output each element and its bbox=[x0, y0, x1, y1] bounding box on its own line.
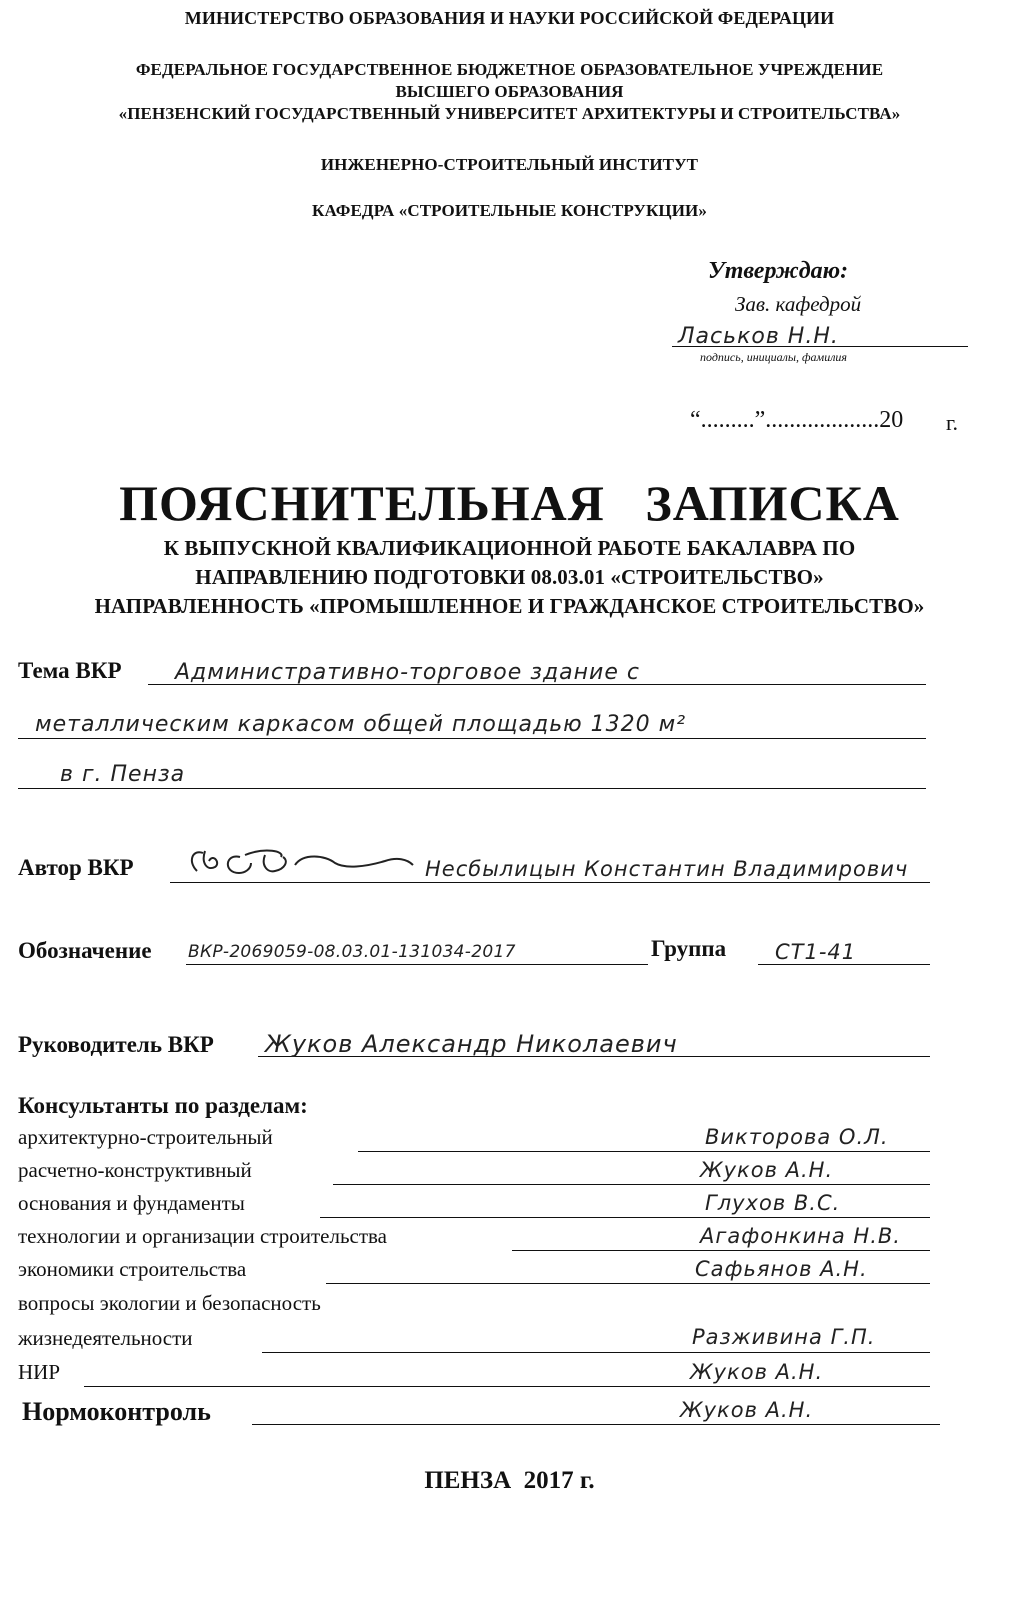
designation-label: Обозначение bbox=[18, 938, 152, 963]
topic-text-2: металлическим каркасом общей площадью 1320 м² bbox=[35, 712, 687, 737]
consultant-line bbox=[320, 1217, 930, 1218]
consultant-line bbox=[326, 1283, 930, 1284]
consultant-name: Жуков А.Н. bbox=[700, 1158, 834, 1182]
approval-title: Утверждаю: bbox=[708, 258, 849, 284]
norm-control-line bbox=[252, 1424, 940, 1425]
institution-line-3: «ПЕНЗЕНСКИЙ ГОСУДАРСТВЕННЫЙ УНИВЕРСИТЕТ АРХИТЕКТУРЫ И СТРОИТЕЛЬСТВА» bbox=[118, 104, 901, 123]
document-subtitle-3: НАПРАВЛЕННОСТЬ «ПРОМЫШЛЕННОЕ И ГРАЖДАНСКОЕ СТРОИТЕЛЬСТВО» bbox=[94, 594, 925, 618]
document-title: ПОЯСНИТЕЛЬНАЯ ЗАПИСКА bbox=[119, 475, 900, 531]
document-subtitle-2: НАПРАВЛЕНИЮ ПОДГОТОВКИ 08.03.01 «СТРОИТЕЛЬСТВО» bbox=[195, 565, 824, 589]
topic-line-2 bbox=[18, 738, 926, 739]
institute-name: ИНЖЕНЕРНО-СТРОИТЕЛЬНЫЙ ИНСТИТУТ bbox=[320, 155, 699, 174]
consultant-section: вопросы экологии и безопасность bbox=[18, 1291, 321, 1315]
consultant-section: расчетно-конструктивный bbox=[18, 1158, 252, 1182]
approval-year-suffix: г. bbox=[946, 410, 959, 435]
topic-label: Тема ВКР bbox=[18, 658, 122, 683]
consultant-section: НИР bbox=[18, 1360, 61, 1384]
consultant-line bbox=[358, 1151, 930, 1152]
supervisor-label: Руководитель ВКР bbox=[18, 1032, 214, 1057]
author-name: Несбылицын Константин Владимирович bbox=[425, 857, 909, 881]
document-subtitle-1: К ВЫПУСКНОЙ КВАЛИФИКАЦИОННОЙ РАБОТЕ БАКАЛАВРА ПО bbox=[163, 536, 856, 560]
consultant-name: Сафьянов А.Н. bbox=[695, 1257, 868, 1281]
approval-signature: Ласьков Н.Н. bbox=[678, 324, 839, 349]
city-year: ПЕНЗА 2017 г. bbox=[424, 1467, 595, 1494]
consultant-section: основания и фундаменты bbox=[18, 1191, 245, 1215]
consultant-section: экономики строительства bbox=[18, 1257, 247, 1281]
consultant-section: технологии и организации строительства bbox=[18, 1224, 387, 1248]
group-value: СТ1-41 bbox=[775, 940, 857, 964]
group-label: Группа bbox=[651, 936, 727, 961]
author-label: Автор ВКР bbox=[18, 855, 134, 880]
supervisor-name: Жуков Александр Николаевич bbox=[265, 1030, 678, 1058]
topic-text-3: в г. Пенза bbox=[60, 762, 186, 787]
consultant-line bbox=[84, 1386, 930, 1387]
consultants-heading: Консультанты по разделам: bbox=[18, 1093, 308, 1118]
topic-line-3 bbox=[18, 788, 926, 789]
department-name: КАФЕДРА «СТРОИТЕЛЬНЫЕ КОНСТРУКЦИИ» bbox=[312, 201, 707, 220]
designation-line bbox=[186, 964, 648, 965]
norm-control-label: Нормоконтроль bbox=[22, 1397, 211, 1426]
consultant-name: Глухов В.С. bbox=[705, 1191, 841, 1215]
consultant-name: Разживина Г.П. bbox=[692, 1325, 876, 1349]
institution-line-2: ВЫСШЕГО ОБРАЗОВАНИЯ bbox=[395, 82, 624, 101]
group-line bbox=[758, 964, 930, 965]
designation-value: ВКР-2069059-08.03.01-131034-2017 bbox=[188, 942, 516, 962]
consultant-name: Викторова О.Л. bbox=[705, 1125, 889, 1149]
topic-text-1: Административно-торговое здание с bbox=[175, 660, 640, 685]
consultant-section: жизнедеятельности bbox=[18, 1326, 193, 1350]
consultant-line bbox=[333, 1184, 930, 1185]
institution-line-1: ФЕДЕРАЛЬНОЕ ГОСУДАРСТВЕННОЕ БЮДЖЕТНОЕ ОБРАЗОВАТЕЛЬНОЕ УЧРЕЖДЕНИЕ bbox=[135, 60, 884, 79]
author-signature bbox=[185, 843, 415, 883]
approval-role: Зав. кафедрой bbox=[735, 292, 862, 316]
approval-date: “.........”...................20 bbox=[690, 407, 904, 433]
consultant-name: Агафонкина Н.В. bbox=[700, 1224, 901, 1248]
consultant-line bbox=[512, 1250, 930, 1251]
approval-caption: подпись, инициалы, фамилия bbox=[700, 350, 847, 364]
norm-control-name: Жуков А.Н. bbox=[680, 1398, 814, 1422]
consultant-name: Жуков А.Н. bbox=[690, 1360, 824, 1384]
approval-signature-line bbox=[672, 346, 968, 347]
consultant-line bbox=[262, 1352, 930, 1353]
ministry-name: МИНИСТЕРСТВО ОБРАЗОВАНИЯ И НАУКИ РОССИЙСКОЙ ФЕДЕРАЦИИ bbox=[184, 8, 835, 28]
consultant-section: архитектурно-строительный bbox=[18, 1125, 273, 1149]
